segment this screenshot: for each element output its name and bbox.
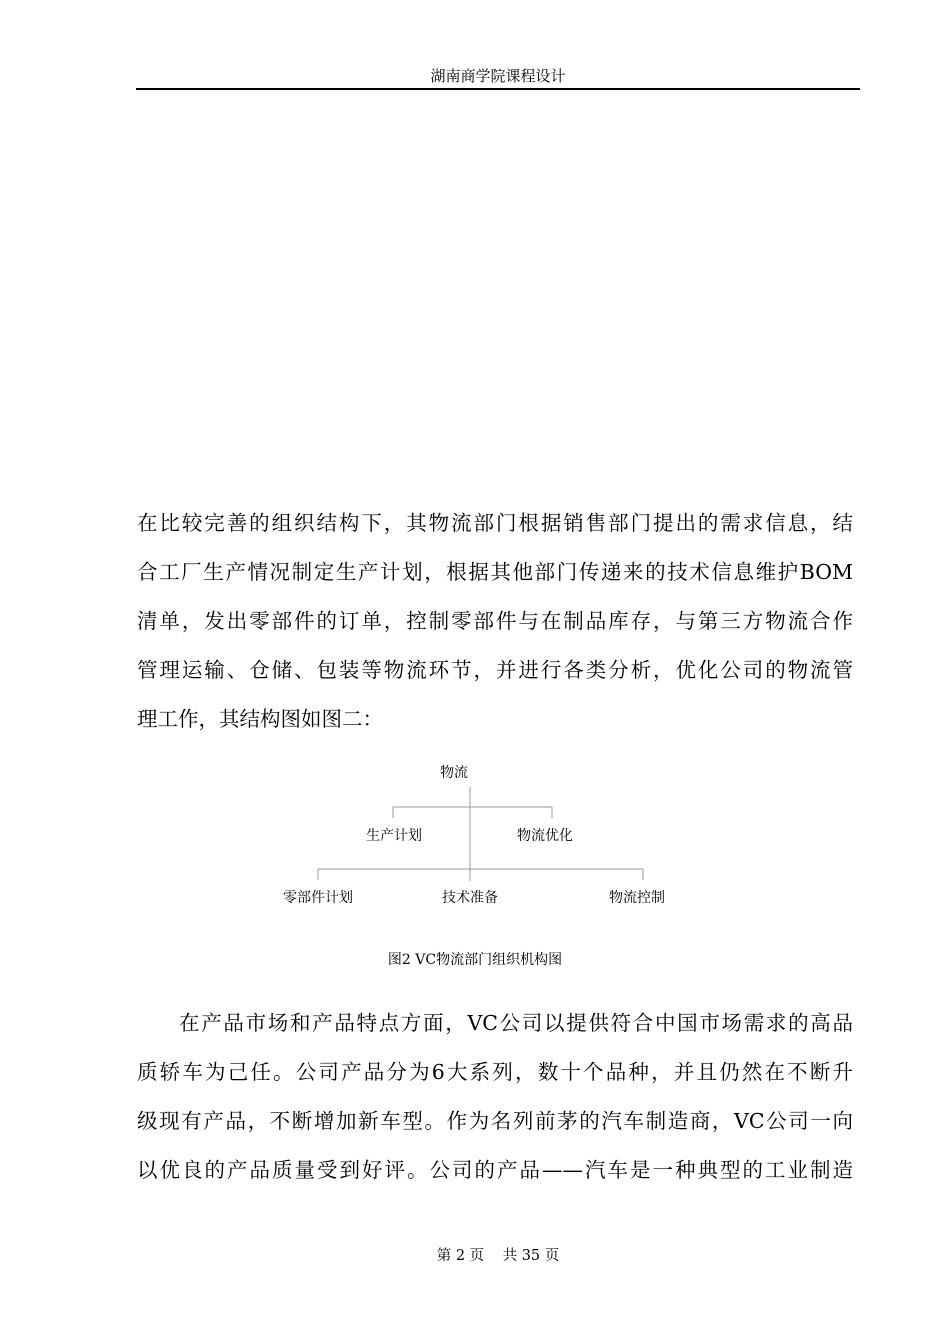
header-title: 湖南商学院课程设计	[430, 67, 566, 85]
paragraph-1	[137, 499, 853, 744]
org-node-root: 物流	[440, 765, 468, 781]
paragraph-1-line: 理工作，其结构图如图二：	[137, 707, 383, 731]
paragraph-2-line: 级现有产品，不断增加新车型。作为名列前茅的汽车制造商，VC公司一向	[137, 1109, 853, 1133]
figure-caption: 图2 VC物流部门组织机构图	[387, 952, 563, 968]
org-node-logistics-control: 物流控制	[609, 890, 665, 906]
paragraph-1-line: 管理运输、仓储、包装等物流环节，并进行各类分析，优化公司的物流管	[137, 658, 853, 682]
org-node-production-plan: 生产计划	[366, 828, 422, 844]
org-node-logistics-optimization: 物流优化	[517, 828, 573, 844]
paragraph-1-line: 合工厂生产情况制定生产计划，根据其他部门传递来的技术信息维护BOM	[137, 560, 853, 584]
header-rule	[136, 88, 860, 90]
paragraph-2-line: 以优良的产品质量受到好评。公司的产品——汽车是一种典型的工业制造	[137, 1158, 853, 1182]
paragraph-2	[137, 999, 853, 1195]
paragraph-1-line: 清单，发出零部件的订单，控制零部件与在制品库存，与第三方物流合作	[137, 609, 853, 633]
paragraph-2-line: 质轿车为己任。公司产品分为6大系列，数十个品种，并且仍然在不断升	[137, 1060, 853, 1084]
page-footer: 第 2 页 共 35 页	[436, 1248, 560, 1264]
paragraph-1-line: 在比较完善的组织结构下，其物流部门根据销售部门提出的需求信息，结	[137, 511, 853, 535]
org-node-technical-prep: 技术准备	[442, 890, 498, 906]
paragraph-2-line: 在产品市场和产品特点方面，VC公司以提供符合中国市场需求的高品	[179, 1011, 853, 1035]
org-node-parts-plan: 零部件计划	[283, 890, 353, 906]
